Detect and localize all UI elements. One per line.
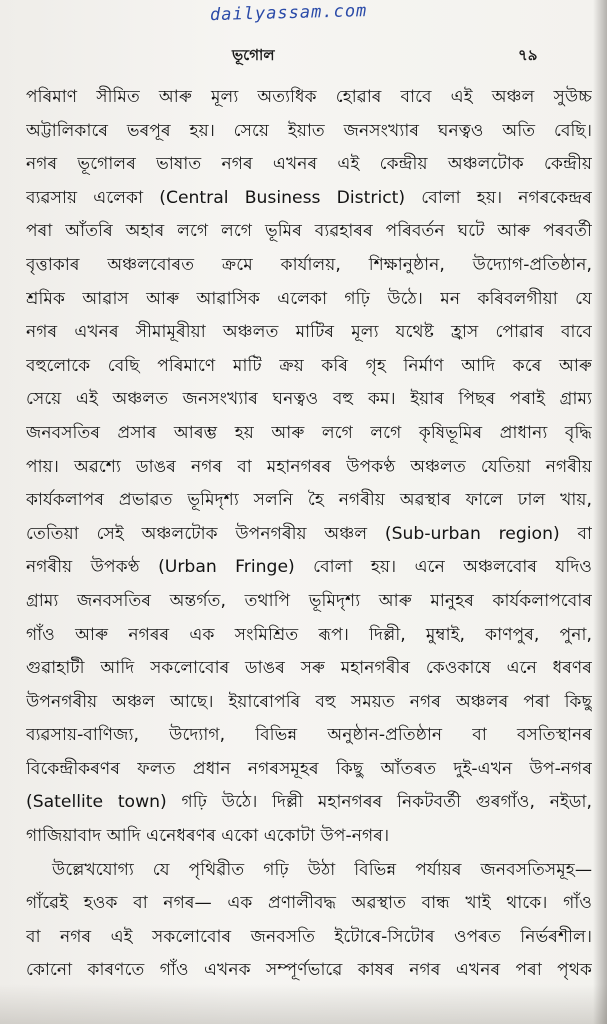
page-bottom-shadow [0,984,607,1024]
text-line: নগৰ ভূগোলৰ ভাষাত নগৰ এখনৰ এই কেন্দ্ৰীয় অঞ্চলটোক কেন্দ্ৰীয় [26,154,592,175]
page-number: ৭৯ [518,46,538,64]
text-line: কাৰ্যকলাপৰ প্ৰভাৱত ভূমিদৃশ্য সলনি হৈ নগৰীয় অৱস্থাৰ ফালে ঢাল খায়, [26,490,592,511]
text-line: শ্ৰমিক আৱাস আৰু আৱাসিক এলেকা গঢ়ি উঠে। মন কৰিবলগীয়া যে [26,288,592,309]
text-line: বিকেন্দ্ৰীকৰণৰ ফলত প্ৰধান নগৰসমূহৰ কিছু আঁতৰত দুই-এখন উপ-নগৰ [26,758,592,779]
page-edge-shadow [593,0,607,1024]
text-line: পৰা আঁতৰি অহাৰ লগে লগে ভূমিৰ ব্যৱহাৰৰ পৰিবৰ্তন ঘটে আৰু পৰবৰ্তী [26,221,592,242]
text-line: অট্টালিকাৰে ভৰপূৰ হয়। সেয়ে ইয়াত জনসংখ্যাৰ ঘনত্বও অতি বেছি। [26,120,592,141]
body-text [26,81,592,988]
watermark: dailyassam.com [209,1,368,26]
text-line: নগৰীয় উপকণ্ঠ (Urban Fringe) বোলা হয়। এনে অঞ্চলবোৰ যদিও [26,557,592,578]
text-line: গাঁৱেই হওক বা নগৰ— এক প্ৰণালীবদ্ধ অৱস্থাত বান্ধ খাই থাকে। গাঁও [26,893,592,914]
text-line: উপনগৰীয় অঞ্চল আছে। ইয়াৰোপৰি বহু সময়ত নগৰ অঞ্চলৰ পৰা কিছু [26,691,592,712]
text-line: নগৰ এখনৰ সীমামূৰীয়া অঞ্চলত মাটিৰ মূল্য যথেষ্ট হ্ৰাস পোৱাৰ বাবে [26,322,592,343]
text-line: কোনো কাৰণতে গাঁও এখনক সম্পূৰ্ণভাৱে কাষৰ নগৰ এখনৰ পৰা পৃথক [26,960,592,981]
text-line: গ্ৰাম্য জনবসতিৰ অন্তৰ্গত, তথাপি ভূমিদৃশ্য আৰু মানুহৰ কাৰ্যকলাপবোৰ [26,590,592,611]
text-line: বহুলোকে বেছি পৰিমাণে মাটি ক্ৰয় কৰি গৃহ নিৰ্মাণ আদি কৰে আৰু [26,355,592,376]
text-line: সেয়ে এই অঞ্চলত জনসংখ্যাৰ ঘনত্বও বহু কম। ইয়াৰ পিছৰ পৰাই গ্ৰাম্য [26,389,592,410]
text-line-paragraph-start: উল্লেখযোগ্য যে পৃথিৱীত গঢ়ি উঠা বিভিন্ন পৰ্যায়ৰ জনবসতিসমূহ— [52,859,592,880]
text-line: পায়। অৱশ্যে ডাঙৰ নগৰ বা মহানগৰৰ উপকণ্ঠ অঞ্চলত যেতিয়া নগৰীয় [26,456,592,477]
text-line: গুৱাহাটী আদি সকলোবোৰ ডাঙৰ সৰু মহানগৰীৰ কেওকাষে এনে ধৰণৰ [26,658,592,679]
text-line: তেতিয়া সেই অঞ্চলটোক উপনগৰীয় অঞ্চল (Sub-urban region) বা [26,523,592,544]
running-header-title: ভূগোল [232,46,275,64]
text-line: ব্যৱসায় এলেকা (Central Business District) বোলা হয়। নগৰকেন্দ্ৰৰ [26,187,592,208]
text-line: বৃত্তাকাৰ অঞ্চলবোৰত ক্ৰমে কাৰ্যালয়, শিক্ষানুষ্ঠান, উদ্যোগ-প্ৰতিষ্ঠান, [26,254,592,275]
text-line: জনবসতিৰ প্ৰসাৰ আৰম্ভ হয় আৰু লগে লগে কৃষিভূমিৰ প্ৰাধান্য বৃদ্ধি [26,422,592,443]
text-line: বা নগৰ এই সকলোবোৰ জনবসতি ইটোৰে-সিটোৰ ওপৰত নিৰ্ভৰশীল। [26,926,592,947]
text-line: (Satellite town) গঢ়ি উঠে। দিল্লী মহানগৰৰ নিকটবৰ্তী গুৰগাঁও, নইডা, [26,792,592,813]
text-line: ব্যৱসায়-বাণিজ্য, উদ্যোগ, বিভিন্ন অনুষ্ঠান-প্ৰতিষ্ঠান বা বসতিস্থানৰ [26,725,592,746]
text-line: পৰিমাণ সীমিত আৰু মূল্য অত্যধিক হোৱাৰ বাবে এই অঞ্চল সুউচ্চ [26,87,592,107]
text-line: গাঁও আৰু নগৰৰ এক সংমিশ্ৰিত ৰূপ। দিল্লী, মুম্বাই, কাণপুৰ, পুনা, [26,624,592,645]
text-line-paragraph-end: গাজিয়াবাদ আদি এনেধৰণৰ একো একোটা উপ-নগৰ। [26,826,390,847]
